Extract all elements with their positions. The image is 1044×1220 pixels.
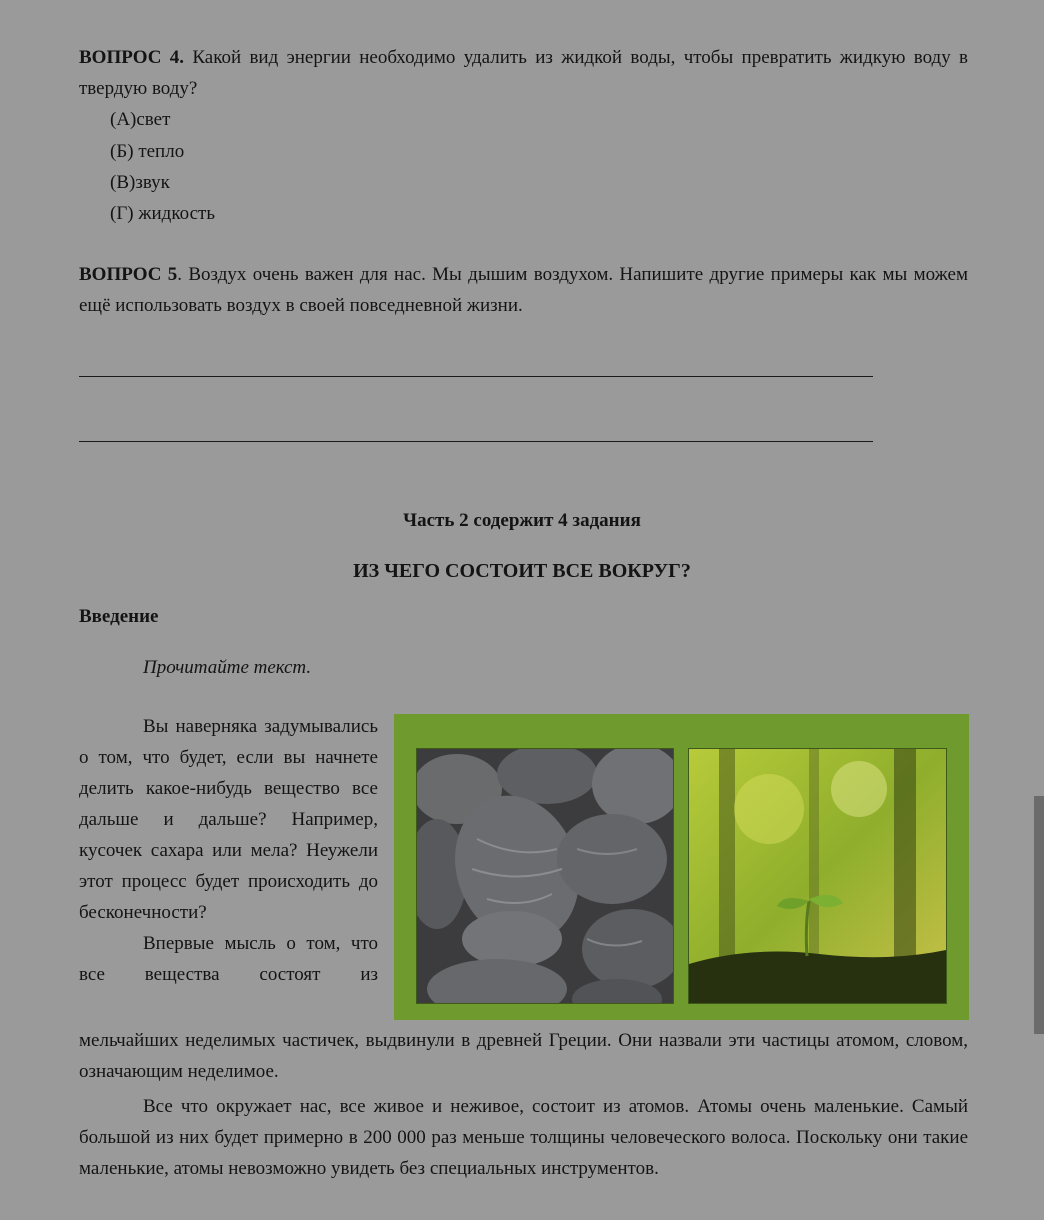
question-5-label: ВОПРОС 5 [79, 264, 178, 285]
paragraph-2-end: мельчайших неделимых частичек, выдвинули в древней Греции. Они назвали эти частицы атомом, словом, означающим неделимое. [79, 1030, 968, 1082]
part-2-heading: Часть 2 содержит 4 задания [403, 510, 641, 531]
answer-option-b: (Б) тепло [110, 141, 185, 162]
answer-line-2[interactable] [79, 441, 873, 442]
answer-option-c: (В)звук [110, 172, 170, 193]
sprout-image [689, 749, 946, 1003]
answer-option-d: (Г) жидкость [110, 203, 215, 224]
sprout-photo [688, 748, 947, 1004]
question-4-text: Какой вид энергии необходимо удалить из жидкой воды, чтобы превратить жидкую воду в твердую воду? [79, 47, 968, 99]
answer-line-1[interactable] [79, 376, 873, 377]
stones-photo [416, 748, 674, 1004]
paragraph-3: Все что окружает нас, все живое и неживое, состоит из атомов. Атомы очень маленькие. Самый большой из них будет примерно в 200 000 раз меньше толщины человеческого волоса. Поскольку они такие маленькие, атомы невозможно увидеть без специальных инструментов. [79, 1096, 968, 1179]
question-5 [79, 259, 968, 321]
question-5-text: . Воздух очень важен для нас. Мы дышим воздухом. Напишите другие примеры как мы можем ещё использовать воздух в своей повседневной жизни. [79, 264, 968, 316]
paragraph-1: Вы наверняка задумывались о том, что будет, если вы начнете делить какое-нибудь вещество все дальше и дальше? Например, кусочек сахара или мела? Неужели этот процесс будет происходить до бесконечности? [79, 716, 378, 923]
answer-option-a: (А)свет [110, 109, 171, 130]
scrollbar-thumb[interactable] [1034, 796, 1044, 1034]
paragraph-2-start: Впервые мысль о том, что все вещества состоят из [79, 933, 378, 985]
illustration-frame [394, 714, 969, 1020]
text-column [79, 711, 378, 990]
intro-heading: Введение [79, 606, 159, 627]
question-4-label: ВОПРОС 4. [79, 47, 185, 68]
instruction-text: Прочитайте текст. [143, 657, 312, 678]
question-4 [79, 42, 968, 104]
stones-image [417, 749, 673, 1003]
part-2-title: ИЗ ЧЕГО СОСТОИТ ВСЕ ВОКРУГ? [353, 560, 691, 582]
